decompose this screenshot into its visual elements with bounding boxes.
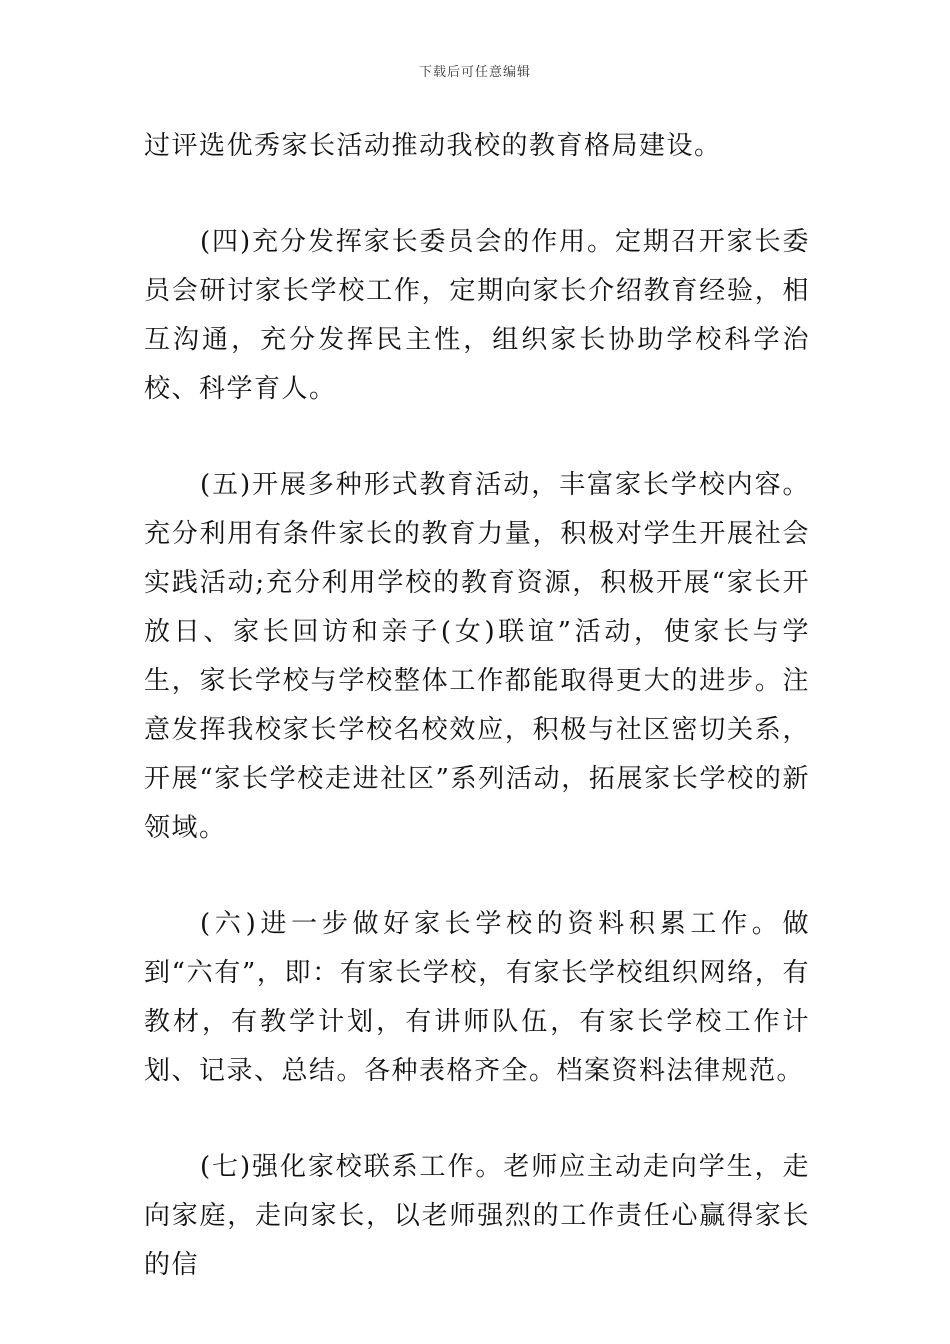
paragraph-section-5: (五)开展多种形式教育活动，丰富家长学校内容。充分利用有条件家长的教育力量，积极对学生开展社会实践活动;充分利用学校的教育资源，积极开展“家长开放日、家长回访和亲子(女)联谊”活动，使家长与学生，家长学校与学校整体工作都能取得更大的进步。注意发挥我校家长学校名校效应，积极与社区密切关系，开展“家长学校走进社区”系列活动，拓展家长学校的新领域。 — [144, 470, 810, 843]
document-body — [144, 122, 810, 1290]
page-header-note: 下载后可任意编辑 — [418, 65, 531, 80]
paragraph-section-6: (六)进一步做好家长学校的资料积累工作。做到“六有”，即：有家长学校，有家长学校组织网络，有教材，有教学计划，有讲师队伍，有家长学校工作计划、记录、总结。各种表格齐全。档案资料法律规范。 — [144, 909, 810, 1086]
paragraph-section-7: (七)强化家校联系工作。老师应主动走向学生，走向家庭，走向家长，以老师强烈的工作责任心赢得家长的信 — [144, 1152, 810, 1280]
paragraph-section-4: (四)充分发挥家长委员会的作用。定期召开家长委员会研讨家长学校工作，定期向家长介绍教育经验，相互沟通，充分发挥民主性，组织家长协助学校科学治校、科学育人。 — [144, 227, 810, 404]
paragraph-continuation: 过评选优秀家长活动推动我校的教育格局建设。 — [144, 131, 722, 161]
